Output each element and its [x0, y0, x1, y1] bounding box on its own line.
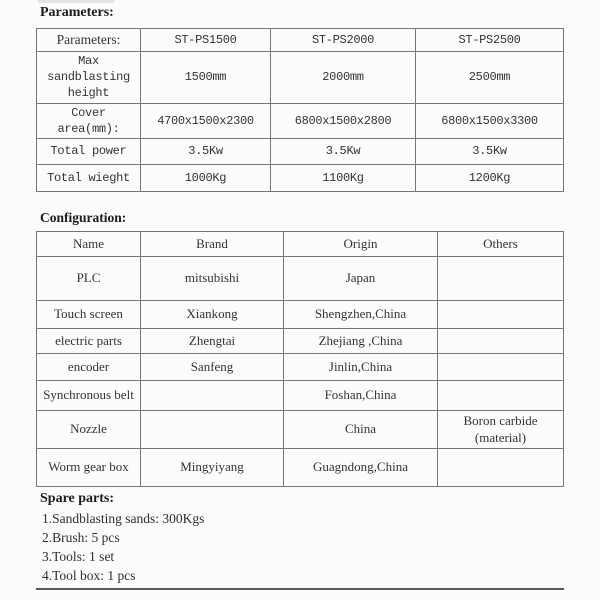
parameters-table — [36, 28, 564, 192]
cell-brand: mitsubishi — [141, 257, 284, 301]
cell-name: encoder — [37, 354, 141, 381]
cell-name: Worm gear box — [37, 449, 141, 487]
cell-value: 3.5Kw — [271, 138, 416, 164]
parameters-table-header-label: Parameters: — [37, 29, 141, 52]
cell-name: Touch screen — [37, 301, 141, 329]
cell-value: 6800x1500x3300 — [416, 103, 564, 138]
cell-value: 1200Kg — [416, 164, 564, 191]
list-item: 1.Sandblasting sands: 300Kgs — [42, 511, 205, 526]
cell-name: PLC — [37, 257, 141, 301]
cell-others — [438, 257, 564, 301]
row-label: Cover area(mm): — [37, 103, 141, 138]
table-row — [37, 164, 564, 191]
list-item: 4.Tool box: 1 pcs — [42, 568, 136, 583]
cell-origin: Zhejiang ,China — [284, 329, 438, 354]
cell-value: 4700x1500x2300 — [141, 103, 271, 138]
spare-parts-heading: Spare parts: — [40, 491, 115, 506]
cell-origin: Foshan,China — [284, 381, 438, 411]
cell-brand: Sanfeng — [141, 354, 284, 381]
cell-origin: Jinlin,China — [284, 354, 438, 381]
cell-value: 2500mm — [416, 52, 564, 104]
cell-others — [438, 449, 564, 487]
cell-origin: Japan — [284, 257, 438, 301]
row-label: Max sandblasting height — [37, 52, 141, 104]
row-label: Total power — [37, 138, 141, 164]
table-row — [37, 138, 564, 164]
parameters-table-header-model1: ST-PS1500 — [141, 29, 271, 52]
cell-brand — [141, 411, 284, 449]
cell-value: 1100Kg — [271, 164, 416, 191]
cell-name: Nozzle — [37, 411, 141, 449]
table-row — [37, 52, 564, 104]
table-row — [37, 449, 564, 487]
cell-brand: Zhengtai — [141, 329, 284, 354]
cell-others — [438, 354, 564, 381]
parameters-table-header-model3: ST-PS2500 — [416, 29, 564, 52]
cropped-text-artifact — [38, 0, 114, 3]
configuration-heading: Configuration: — [40, 210, 127, 225]
table-row — [37, 29, 564, 52]
parameters-table-header-model2: ST-PS2000 — [271, 29, 416, 52]
table-row — [37, 257, 564, 301]
cell-others — [438, 329, 564, 354]
table-row — [37, 381, 564, 411]
cell-name: electric parts — [37, 329, 141, 354]
config-header-brand: Brand — [141, 232, 284, 257]
list-item: 3.Tools: 1 set — [42, 549, 115, 564]
configuration-table — [36, 231, 564, 487]
cell-value: 3.5Kw — [141, 138, 271, 164]
row-label: Total wieght — [37, 164, 141, 191]
cell-others — [438, 301, 564, 329]
cell-origin: Shengzhen,China — [284, 301, 438, 329]
cell-brand: Xiankong — [141, 301, 284, 329]
cell-others — [438, 381, 564, 411]
parameters-heading: Parameters: — [40, 5, 114, 20]
table-row — [37, 329, 564, 354]
bottom-divider — [36, 588, 564, 590]
cell-origin: Guagndong,China — [284, 449, 438, 487]
table-row — [37, 301, 564, 329]
cell-brand — [141, 381, 284, 411]
cell-value: 2000mm — [271, 52, 416, 104]
table-row — [37, 103, 564, 138]
cell-value: 6800x1500x2800 — [271, 103, 416, 138]
list-item: 2.Brush: 5 pcs — [42, 530, 120, 545]
cell-name: Synchronous belt — [37, 381, 141, 411]
table-row — [37, 232, 564, 257]
config-header-name: Name — [37, 232, 141, 257]
cell-value: 1500mm — [141, 52, 271, 104]
cell-value: 1000Kg — [141, 164, 271, 191]
config-header-others: Others — [438, 232, 564, 257]
cell-value: 3.5Kw — [416, 138, 564, 164]
cell-others: Boron carbide (material) — [438, 411, 564, 449]
cell-origin: China — [284, 411, 438, 449]
cell-brand: Mingyiyang — [141, 449, 284, 487]
config-header-origin: Origin — [284, 232, 438, 257]
spare-parts-list — [42, 509, 204, 585]
table-row — [37, 354, 564, 381]
table-row — [37, 411, 564, 449]
